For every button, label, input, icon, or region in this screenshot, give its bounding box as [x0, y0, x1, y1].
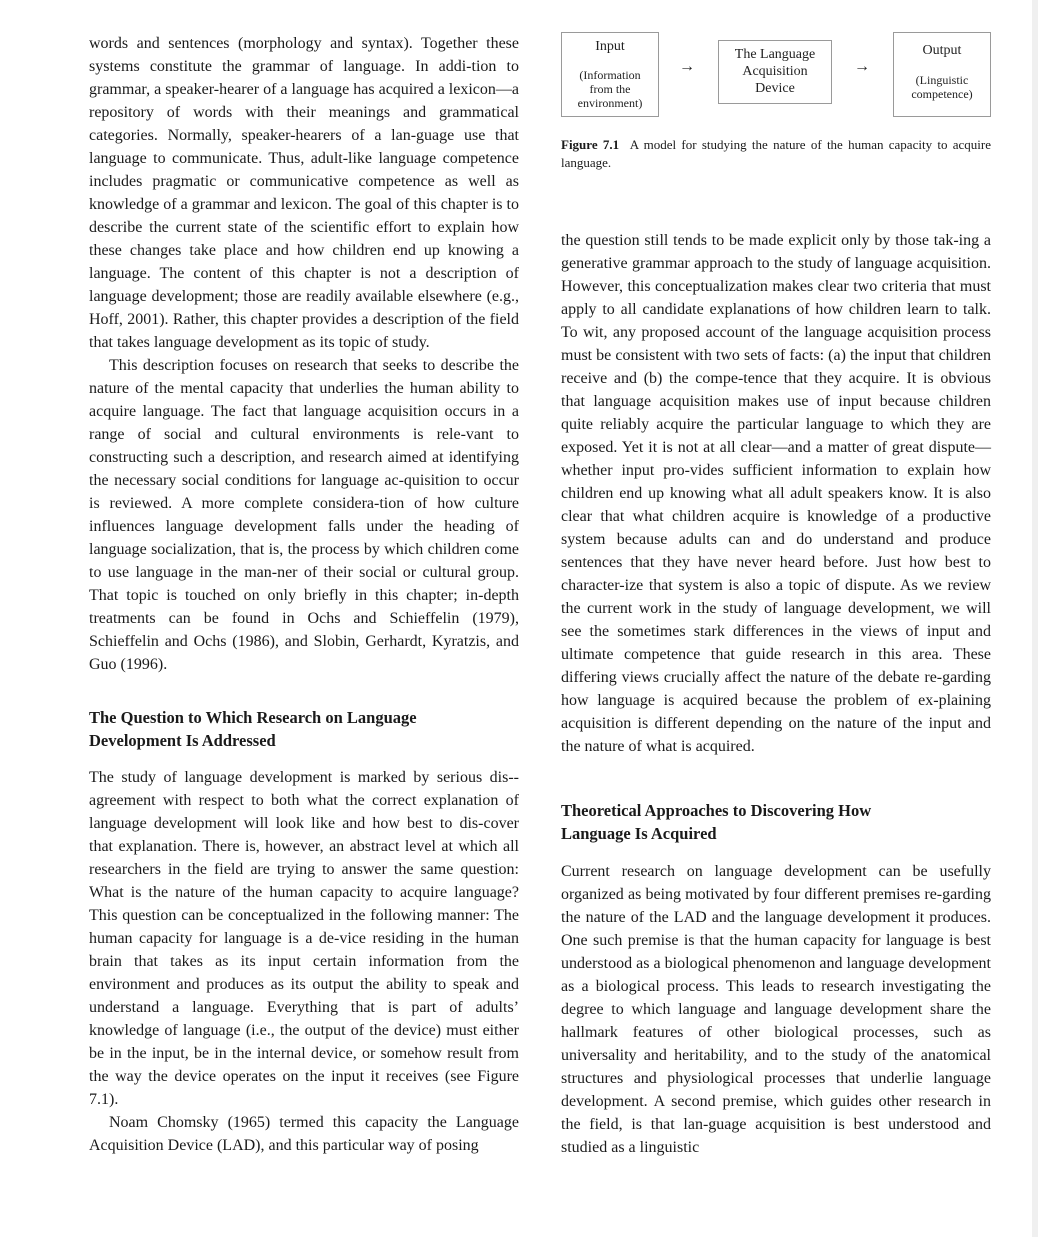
body-paragraph: This description focuses on research that seeks to describe the nature of the mental capacity that underlies the human ability to acquire language. The fact that language acquisition occurs in a range of social and cultural environments is rele-vant to constructing such a description, and research aimed at identifying the necessary social conditions for language ac-quisition to occur is reviewed. A more complete considera-tion of how culture influences language development falls under the heading of language socialization, that is, the process by which children come to use language in the man-ner of their social or cultural group. That topic is touched on only briefly in this chapter; in-depth treatments can be found in Ochs and Schieffelin (1979), Schieffelin and Ochs (1986), and Slobin, Gerhardt, Kyratzis, and Guo (1996).	[89, 357, 519, 673]
body-paragraph: words and sentences (morphology and syntax). Together these systems constitute the grammar of language. In addi-tion to grammar, a speaker-hearer of a language has acquired a lexicon—a repository of words with their meanings and grammatical categories. Normally, speaker-hearers of a lan-guage use that language to communicate. Thus, adult-like language competence includes pragmatic or communicative competence as well as knowledge of a grammar and lexicon. The goal of this chapter is to describe the current state of the scientific effort to explain how these changes take place and how children end up knowing a language. The content of this chapter is not a description of language development; those are readily available elsewhere (e.g., Hoff, 2001). Rather, this chapter provides a description of the field that takes language development as its topic of study.	[89, 35, 519, 351]
figure-caption-label: Figure 7.1	[561, 137, 620, 152]
right-column	[561, 32, 991, 1159]
figure-caption	[561, 136, 991, 172]
figure-caption-text: A model for studying the nature of the human capacity to acquire language.	[561, 137, 991, 170]
body-paragraph: the question still tends to be made explicit only by those tak-ing a generative grammar approach to the study of language acquisition. However, this conceptualization makes clear two criteria that must apply to all candidate explanations of how children learn to talk. To wit, any proposed account of the language acquisition process must be consistent with two sets of facts: (a) the input that children receive and (b) the compe-tence that they acquire. It is obvious that language acquisition makes use of input because children quite reliably acquire the particular language to which they are exposed. Yet it is not at all clear—and a matter of great dispute—whether input pro-vides sufficient information to explain how children end up knowing what all adult speakers know. It is also clear that what children acquire is knowledge of a productive system because adults can and do understand and produce sentences that they have never heard before. Just how best to character-ize that system is also a topic of dispute. As we review the current work in the study of language development, we will see the sometimes stark differences in the views of input and ultimate competence that guide research in this area. These differing views crucially affect the nature of the debate re-garding how language is acquired because the problem of ex-plaining acquisition is different depending on the nature of the input and the nature of what is acquired.	[561, 232, 991, 755]
section-heading-line: Theoretical Approaches to Discovering How	[561, 801, 872, 820]
section-heading-line: Language Is Acquired	[561, 824, 717, 843]
output-box-subtitle: (Linguistic competence)	[911, 73, 973, 101]
input-box	[561, 32, 659, 117]
section-heading-line: The Question to Which Research on Language	[89, 708, 417, 727]
body-paragraph: Noam Chomsky (1965) termed this capacity the Language Acquisition Device (LAD), and this particular way of posing	[89, 1114, 519, 1154]
output-box	[893, 32, 991, 117]
body-paragraph: The study of language development is marked by serious dis-agreement with respect to both what the correct explanation of language development will look like and how best to dis-cover that explanation. There is, however, an abstract level at which all researchers in the field are trying to answer the same question: What is the nature of the human capacity to acquire language? This question can be conceptualized in the following manner: The human capacity for language is a de-vice residing in the human brain that takes as its input certain information from the environment and produces as its output the ability to speak and understand a language. Everything that is part of adults’ knowledge of language (i.e., the output of the device) must either be in the input, be in the internal device, or somehow result from the way the device operates on the input it receives (see Figure 7.1).	[89, 769, 519, 1108]
section-heading	[561, 799, 991, 845]
left-column	[89, 32, 519, 1157]
input-box-subtitle: (Information from the environment)	[577, 68, 643, 110]
arrow-icon: →	[679, 58, 695, 75]
arrow-icon: →	[854, 58, 870, 75]
body-paragraph: Current research on language development can be usefully organized as being motivated by four different premises re-garding the nature of the LAD and the language development it produces. One such premise is that the human capacity for language is best understood as a biological phenomenon and language development as a biological process. This leads to research investigating the degree to which language and language development share the hallmark features of other biological processes, such as universality and heritability, and to the study of the anatomical structures and physiological processes that underlie language development. A second premise, which guides other research in the field, is that lan-guage acquisition is best understood and studied as a linguistic	[561, 863, 991, 1156]
lad-box-title: The Language Acquisition Device	[734, 47, 816, 96]
section-heading-line: Development Is Addressed	[89, 731, 276, 750]
section-heading	[89, 706, 519, 752]
figure-7-1	[561, 32, 991, 222]
lad-box	[718, 40, 832, 104]
output-box-title: Output	[922, 43, 962, 58]
input-box-title: Input	[595, 39, 625, 54]
